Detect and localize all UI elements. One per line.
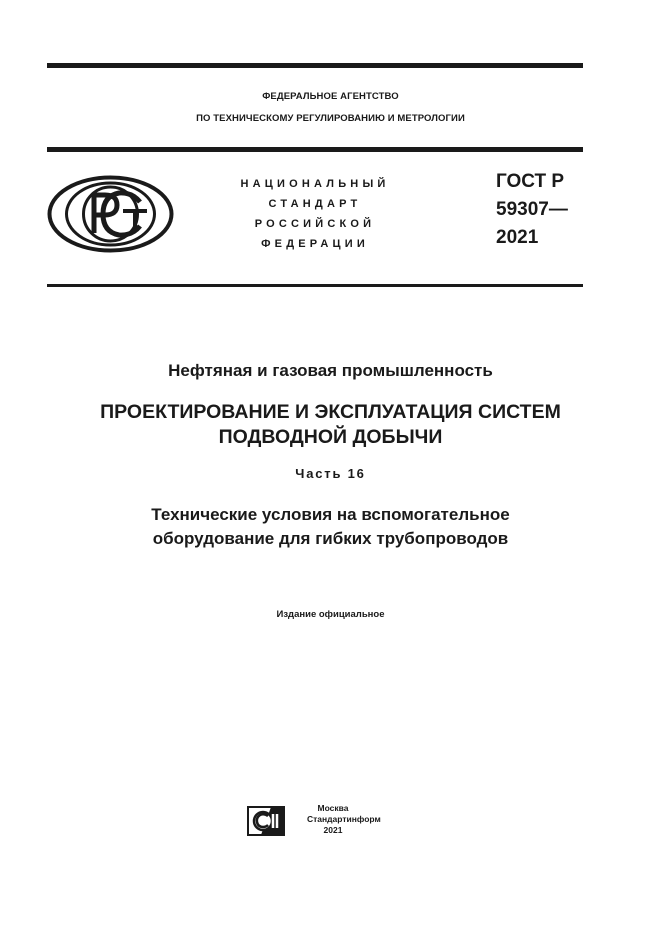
designation-line-2: 59307—: [496, 199, 568, 220]
part-number: Часть 16: [295, 466, 366, 481]
subtitle-line-1: Технические условия на вспомогательное: [151, 505, 510, 524]
designation-line-3: 2021: [496, 227, 539, 248]
rst-certification-mark-icon: [47, 175, 174, 253]
header-rule: [47, 147, 583, 152]
title-line-1: ПРОЕКТИРОВАНИЕ И ЭКСПЛУАТАЦИЯ СИСТЕМ: [100, 401, 561, 423]
document-title: [0, 400, 661, 450]
edition-label: Издание официальное: [276, 609, 385, 620]
national-standard-line: РОССИЙСКОЙ: [254, 218, 376, 230]
subtitle-line-2: оборудование для гибких трубопроводов: [152, 529, 509, 548]
industry-heading: Нефтяная и газовая промышленность: [168, 361, 493, 380]
document-subtitle: [0, 503, 661, 551]
national-standard-label: [200, 174, 430, 254]
publisher-name: Стандартинформ: [307, 814, 381, 824]
national-standard-line: СТАНДАРТ: [268, 198, 362, 210]
national-standard-line: ФЕДЕРАЦИИ: [261, 238, 369, 250]
standartinform-logo-icon: [247, 806, 285, 836]
agency-line-2: ПО ТЕХНИЧЕСКОМУ РЕГУЛИРОВАНИЮ И МЕТРОЛОГИИ: [196, 113, 465, 124]
publisher-block: [307, 803, 381, 836]
standard-designation: [496, 168, 568, 252]
agency-line-1: ФЕДЕРАЛЬНОЕ АГЕНТСТВО: [262, 91, 399, 102]
designation-line-1: ГОСТ Р: [496, 171, 565, 192]
publisher-city: Москва: [317, 803, 349, 813]
header-bottom-rule: [47, 284, 583, 287]
title-line-2: ПОДВОДНОЙ ДОБЫЧИ: [218, 426, 443, 448]
publisher-year: 2021: [323, 825, 343, 835]
national-standard-line: НАЦИОНАЛЬНЫЙ: [240, 178, 390, 190]
top-rule: [47, 63, 583, 68]
